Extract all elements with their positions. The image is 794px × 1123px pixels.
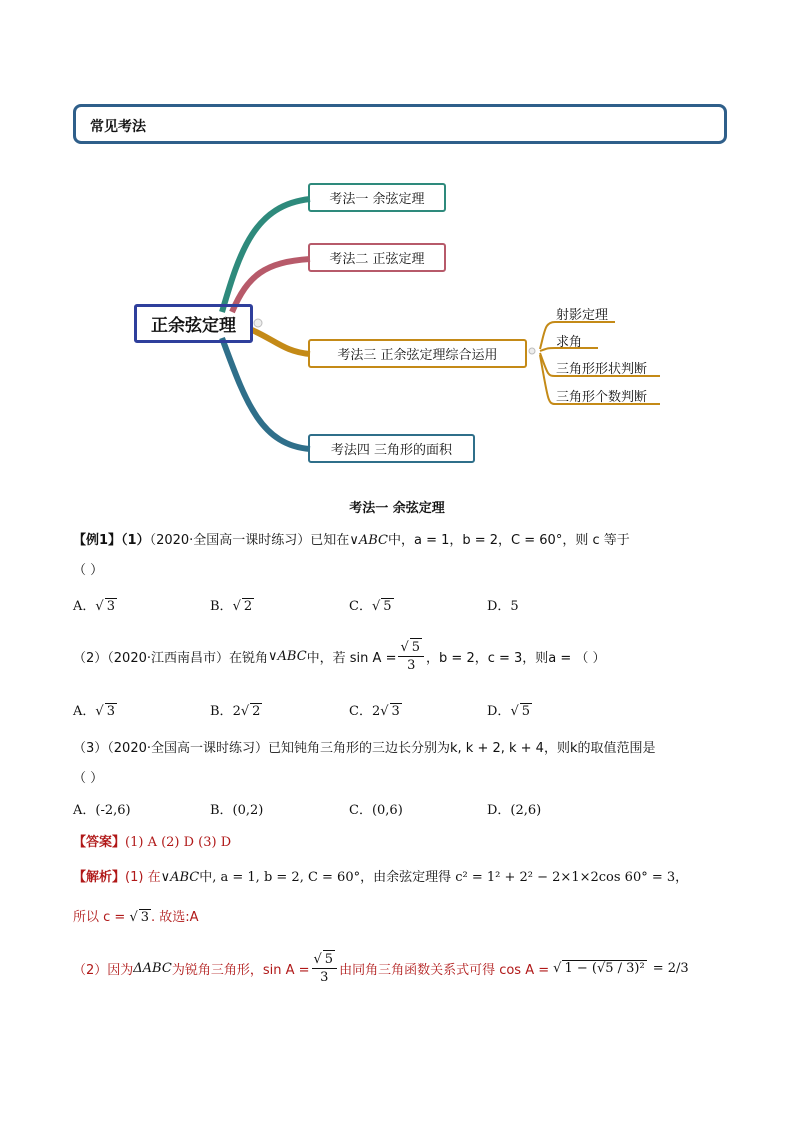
q3-option-b: B．(0,2) (210, 803, 264, 818)
mindmap-leaf-2: 求角 (556, 335, 583, 350)
q2-source: （2）（2020·江西南昌市）在锐角 (73, 650, 268, 666)
section-title: 常见考法 (90, 119, 146, 135)
answer-text: (1) A (2) D (3) D (125, 835, 232, 850)
mindmap-branch-4: 考法四 三角形的面积 (308, 434, 475, 463)
analysis-line-1 (73, 866, 688, 885)
q3-option-a: A．(-2,6) (73, 803, 131, 818)
analysis1-b: 中, a = 1, b = 2, C = 60°，由余弦定理得 c² = 1² + 2² − 2×1×2cos 60° = 3， (199, 870, 689, 885)
q2-option-b: B．2√ 2 (210, 704, 261, 719)
analysis-line-3: （2）因为 ΔABC 为锐角三角形，sin A = $\frac{√ 5}{3}$ 由同角三角函数关系式可得 cos A = √ 1 − (√5 / 3)² = 2/3 (73, 952, 689, 985)
analysis-label: 【解析】 (73, 870, 126, 885)
q2-pre: 中，若 sin A = (306, 650, 397, 666)
q1-triangle: ∨ABC (349, 533, 388, 548)
analysis1-a: (1) 在 (125, 870, 161, 885)
q2-line (73, 638, 606, 674)
mindmap-leaf-3: 三角形形状判断 (556, 362, 648, 377)
analysis2-b: 为锐角三角形，sin A = (171, 962, 310, 978)
root-dot (254, 319, 262, 327)
q2-option-c: C．2√ 3 (349, 704, 400, 719)
mindmap-branch-1: 考法一 余弦定理 (308, 183, 446, 212)
analysis2-result: = 2/3 (652, 960, 689, 976)
q2-post: ，b = 2，c = 3，则a = （ ） (426, 650, 606, 666)
q1-line (73, 529, 630, 548)
mindmap-branch-3: 考法三 正余弦定理综合运用 (308, 339, 527, 368)
q1-option-d: D．5 (487, 599, 519, 614)
analysis2-triangle: ΔABC (133, 960, 172, 976)
q1-option-b: B．√ 2 (210, 599, 253, 614)
q1-option-a: A．√ 3 (73, 599, 115, 614)
analysis2-a: （2）因为 (73, 962, 134, 978)
branch3-curve (252, 330, 310, 354)
subsection-heading: 考法一 余弦定理 (349, 501, 445, 516)
example-label: 【例1】 (73, 533, 122, 548)
branch1-curve (222, 199, 310, 312)
mindmap-leaf-4: 三角形个数判断 (556, 390, 648, 405)
analysis2-radicand: 1 − (√5 / 3)² (564, 961, 645, 976)
analysis1-c-val: 3 (140, 910, 150, 925)
analysis2-c: 由同角三角函数关系式可得 cos A = (339, 962, 550, 978)
analysis1-triangle: ∨ABC (160, 870, 200, 885)
mindmap-root: 正余弦定理 (134, 304, 253, 343)
q3-option-d: D．(2,6) (487, 803, 542, 818)
q3-option-c: C．(0,6) (349, 803, 403, 818)
mindmap-leaf-1: 射影定理 (556, 308, 609, 323)
analysis1-c: 所以 c = (73, 910, 126, 925)
answer-line (73, 831, 231, 850)
mindmap-branch-2: 考法二 正弦定理 (308, 243, 446, 272)
analysis2-fraction: $\frac{√ 5}{3}$ (312, 950, 338, 986)
q1-option-c: C．√ 5 (349, 599, 392, 614)
q1-number: （1） (121, 533, 150, 548)
analysis-line-2: 所以 c = √ 3 . 故选:A (73, 910, 199, 925)
q2-option-d: D．√ 5 (487, 704, 531, 719)
q2-triangle: ∨ABC (268, 648, 307, 664)
q2-fraction: $\frac{√ 5}{3}$ (398, 638, 424, 674)
branch3-dot (529, 348, 535, 354)
q1-paren: （ ） (73, 563, 104, 578)
q1-condition: 中，a = 1，b = 2，C = 60°，则 c 等于 (387, 533, 630, 548)
answer-label: 【答案】 (73, 835, 126, 850)
q3-paren: （ ） (73, 771, 104, 786)
q1-source: （2020·全国高一课时练习）已知在 (149, 533, 350, 548)
analysis1-d: . 故选:A (151, 910, 199, 925)
q3-text: （3）（2020·全国高一课时练习）已知钝角三角形的三边长分别为k, k + 2, k + 4，则k的取值范围是 (73, 741, 656, 756)
q2-option-a: A．√ 3 (73, 704, 115, 719)
